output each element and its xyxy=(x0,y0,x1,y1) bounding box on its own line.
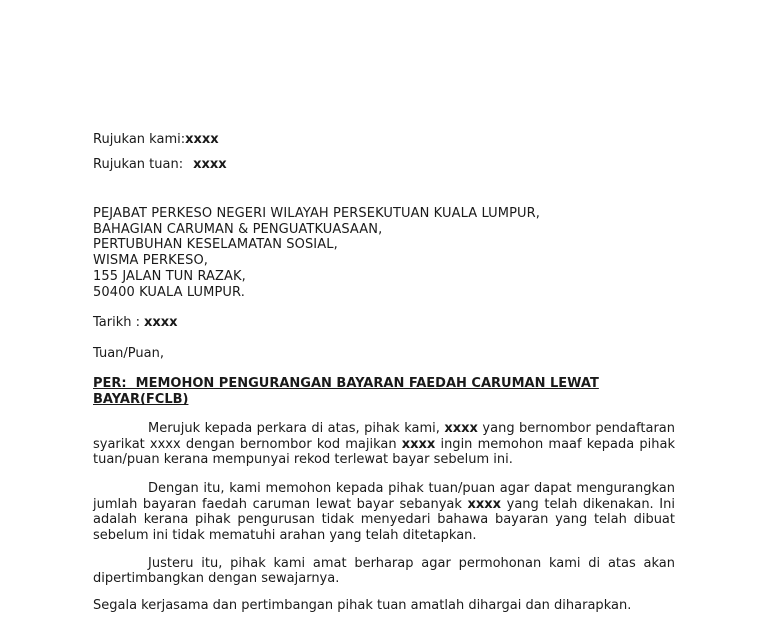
salutation: Tuan/Puan, xyxy=(93,346,164,362)
reference-your-line xyxy=(93,157,675,172)
paragraph-text: ingin memohon maaf kepada pihak tuan/puan kerana mempunyai rekod terlewat bayar sebelum ini. xyxy=(93,436,675,468)
reference-our-value: xxxx xyxy=(185,132,219,147)
amount-placeholder: xxxx xyxy=(467,496,502,512)
reference-our-label: Rujukan kami: xyxy=(93,132,186,147)
recipient-address-line: BAHAGIAN CARUMAN & PENGUATKUASAAN, xyxy=(93,221,383,237)
recipient-address-line: PERTUBUHAN KESELAMATAN SOSIAL, xyxy=(93,237,338,253)
recipient-address-line: 155 JALAN TUN RAZAK, xyxy=(93,268,246,284)
body-paragraph-3: Justeru itu, pihak kami amat berharap agar permohonan kami di atas akan dipertimbangkan dengan sewajarnya. xyxy=(93,556,675,587)
date-label: Tarikh : xyxy=(93,315,140,331)
recipient-address-block xyxy=(93,206,675,300)
body-paragraph-1 xyxy=(93,421,675,467)
body-paragraph-2 xyxy=(93,481,675,543)
paragraph-text: yang bernombor pendaftaran syarikat xxxx dengan bernombor kod majikan xyxy=(93,421,675,452)
letter-content xyxy=(93,132,675,613)
recipient-address-line: 50400 KUALA LUMPUR. xyxy=(93,284,245,300)
subject-line-1: PER: MEMOHON PENGURANGAN BAYARAN FAEDAH CARUMAN LEWAT xyxy=(93,376,599,392)
subject-line-2: BAYAR(FCLB) xyxy=(93,392,189,408)
paragraph-text: yang telah dikenakan. Ini adalah kerana pihak pengurusan tidak menyedari bahawa bayaran yang telah dibuat sebelum ini tidak mematuhi arahan yang telah ditetapkan. xyxy=(93,496,675,543)
date-line xyxy=(93,315,675,330)
recipient-address-line: WISMA PERKESO, xyxy=(93,253,209,269)
subject-heading xyxy=(93,376,675,408)
reference-your-label: Rujukan tuan: xyxy=(93,157,184,172)
reference-our-line xyxy=(93,132,675,147)
employer-code-placeholder: xxxx xyxy=(401,436,436,452)
closing-line: Segala kerjasama dan pertimbangan pihak tuan amatlah dihargai dan diharapkan. xyxy=(93,597,632,613)
recipient-address-line: PEJABAT PERKESO NEGERI WILAYAH PERSEKUTUAN KUALA LUMPUR, xyxy=(93,206,540,221)
paragraph-text: Dengan itu, kami memohon kepada pihak tuan/puan agar dapat mengurangkan jumlah bayaran faedah caruman lewat bayar sebanyak xyxy=(93,481,675,512)
reference-your-value: xxxx xyxy=(193,157,227,172)
company-name-placeholder: xxxx xyxy=(444,421,478,437)
date-value: xxxx xyxy=(144,315,178,331)
paragraph-text: Merujuk kepada perkara di atas, pihak kami, xyxy=(148,421,445,437)
